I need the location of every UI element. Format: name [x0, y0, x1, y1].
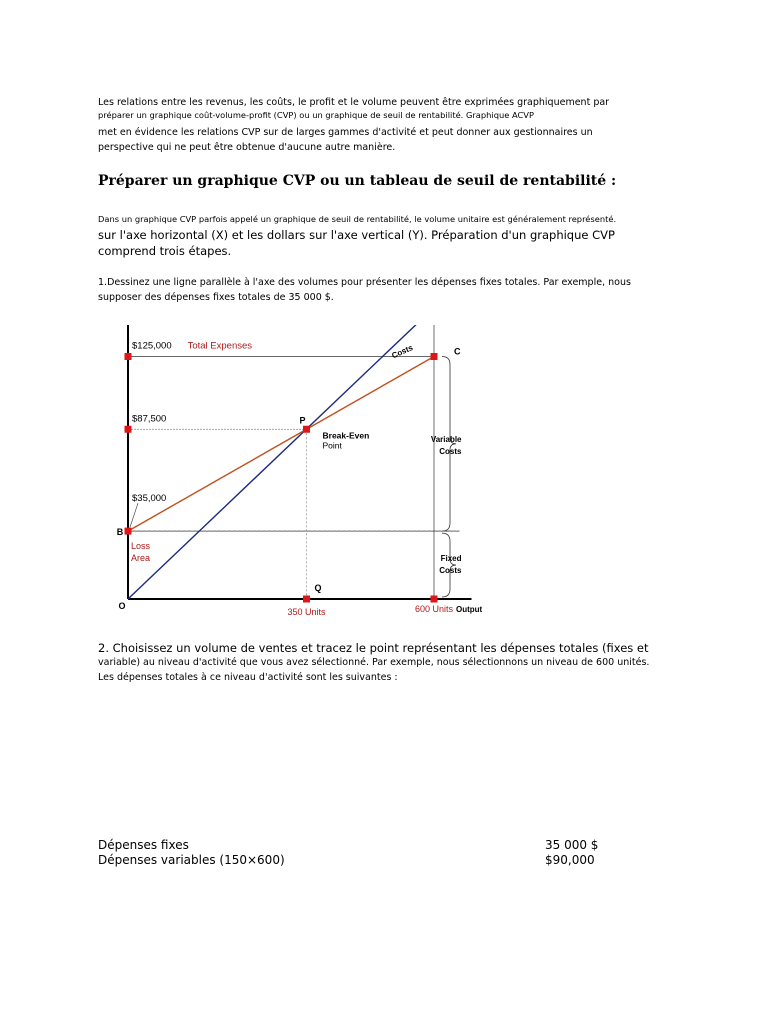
- total-expenses-label: Total Expenses: [187, 340, 253, 352]
- loss-area-label-1: Loss: [131, 541, 151, 552]
- y-tick-label-3: $35,000: [132, 493, 167, 505]
- y-tick-label-2: $87,500: [132, 413, 167, 425]
- total-expenses-line: [128, 357, 434, 532]
- point-label-p: P: [299, 415, 306, 426]
- intro-line-4: perspective qui ne peut être obtenue d'aucune autre manière.: [98, 142, 396, 153]
- cvp-chart: [98, 325, 488, 625]
- marker-3: [125, 528, 132, 535]
- variable-costs-label-1: Variable: [430, 434, 462, 444]
- y-35000-leader: [130, 503, 138, 527]
- intro-line-1: Les relations entre les revenus, les coûts, le profit et le volume peuvent être exprimées graphiquement par: [98, 97, 610, 108]
- step2-line-1: 2. Choisissez un volume de ventes et tracez le point représentant les dépenses totales (fixes et: [98, 641, 649, 655]
- marker-6: [431, 353, 438, 360]
- point-label-c: C: [454, 346, 461, 357]
- section-heading: Préparer un graphique CVP ou un tableau de seuil de rentabilité :: [98, 173, 617, 189]
- para2-line-1: Dans un graphique CVP parfois appelé un graphique de seuil de rentabilité, le volume unitaire est généralement représenté.: [98, 214, 617, 224]
- fixed-costs-label: Dépenses fixes: [98, 838, 189, 852]
- y-tick-label-1: $125,000: [132, 340, 172, 352]
- loss-area-label-2: Area: [131, 553, 151, 564]
- costs-label: Costs: [390, 343, 415, 361]
- variable-costs-value: $90,000: [545, 853, 595, 867]
- point-label-q: Q: [314, 583, 322, 593]
- marker-1: [125, 353, 132, 360]
- step2-line-2: variable) au niveau d'activité que vous avez sélectionné. Par exemple, nous sélectionnons un niveau de 600 unités.: [98, 657, 650, 668]
- x-tick-label-350: 350 Units: [287, 607, 326, 617]
- marker-8: [431, 596, 438, 603]
- x-tick-label-600: 600 Units: [414, 604, 454, 614]
- fixed-costs-brace: [442, 533, 456, 597]
- breakeven-label-1: Break-Even: [322, 430, 370, 441]
- point-label-b: B: [116, 527, 124, 538]
- marker-2: [125, 426, 132, 433]
- step1-line-1: 1.Dessinez une ligne parallèle à l'axe des volumes pour présenter les dépenses fixes totales. Par exemple, nous: [98, 277, 631, 288]
- step2-line-3: Les dépenses totales à ce niveau d'activité sont les suivantes :: [98, 672, 398, 683]
- x-axis-label: Output: [456, 605, 483, 614]
- sales-revenue-line: [128, 325, 444, 599]
- fixed-costs-value: 35 000 $: [545, 838, 599, 852]
- intro-line-2: préparer un graphique coût-volume-profit (CVP) ou un graphique de seuil de rentabilité. Graphique ACVP: [98, 110, 534, 120]
- intro-line-3: met en évidence les relations CVP sur de larges gammes d'activité et peut donner aux gestionnaires un: [98, 127, 593, 138]
- point-label-o: O: [118, 601, 126, 611]
- step1-line-2: supposer des dépenses fixes totales de 35 000 $.: [98, 292, 334, 303]
- fixed-costs-label-2: Costs: [439, 566, 462, 576]
- variable-costs-label: Dépenses variables (150×600): [98, 853, 285, 867]
- breakeven-label-2: Point: [322, 440, 342, 451]
- marker-4: [303, 426, 310, 433]
- fixed-costs-label-1: Fixed: [440, 554, 462, 564]
- marker-7: [303, 596, 310, 603]
- variable-costs-label-2: Costs: [439, 446, 462, 456]
- para2-line-3: comprend trois étapes.: [98, 244, 232, 258]
- para2-line-2: sur l'axe horizontal (X) et les dollars sur l'axe vertical (Y). Préparation d'un graphique CVP: [98, 228, 615, 242]
